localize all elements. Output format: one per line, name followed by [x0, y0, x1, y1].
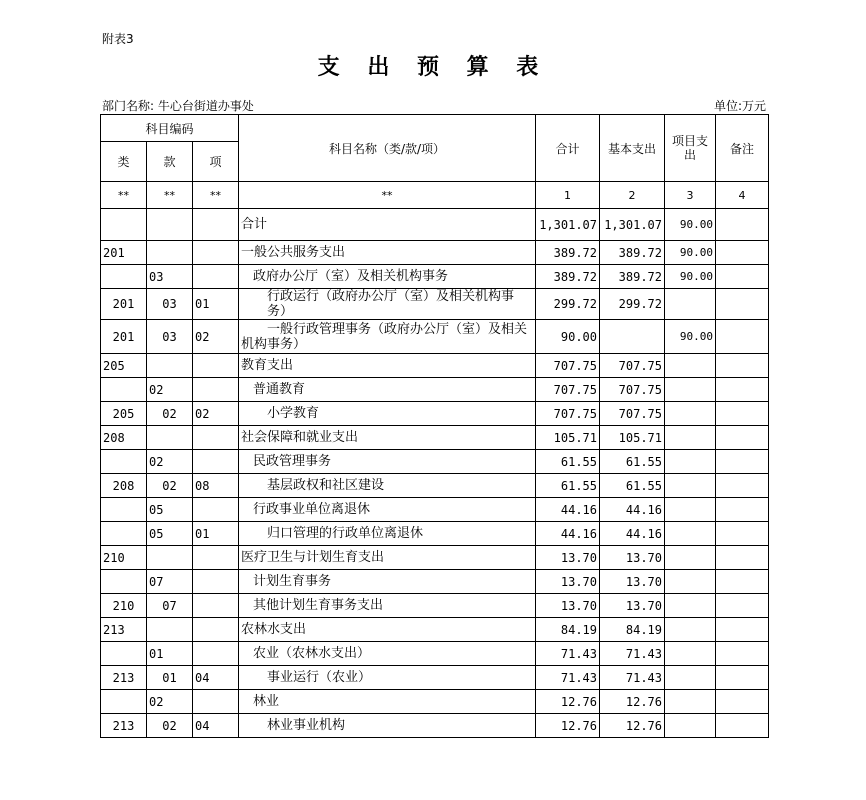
amount-project: [665, 570, 716, 594]
table-row: [101, 594, 769, 618]
remark-cell: [716, 354, 769, 378]
summary-project: 90.00: [665, 209, 716, 241]
page-title: 支 出 预 算 表: [317, 54, 549, 80]
table-row: [101, 546, 769, 570]
index-project: 3: [665, 182, 716, 209]
department-label: 部门名称: 牛心台街道办事处: [102, 99, 254, 113]
table-row: [101, 522, 769, 546]
header-xiang: 项: [193, 142, 239, 182]
code-kuan: 02: [147, 402, 193, 426]
code-lei: 213: [101, 666, 147, 690]
subject-name: 归口管理的行政单位离退休: [239, 522, 536, 546]
code-kuan: [147, 546, 193, 570]
remark-cell: [716, 320, 769, 354]
unit-label: 单位:万元: [713, 99, 766, 113]
code-kuan: 03: [147, 289, 193, 320]
code-kuan: [147, 354, 193, 378]
amount-total: 707.75: [536, 402, 600, 426]
code-xiang: [193, 498, 239, 522]
amount-total: 61.55: [536, 474, 600, 498]
remark-cell: [716, 546, 769, 570]
amount-total: 13.70: [536, 570, 600, 594]
amount-project: [665, 354, 716, 378]
index-total: 1: [536, 182, 600, 209]
code-lei: 201: [101, 241, 147, 265]
code-lei: [101, 450, 147, 474]
subject-name: 一般公共服务支出: [239, 241, 536, 265]
amount-project: [665, 522, 716, 546]
table-row: [101, 354, 769, 378]
remark-cell: [716, 666, 769, 690]
summary-total: 1,301.07: [536, 209, 600, 241]
code-xiang: [193, 354, 239, 378]
code-lei: 208: [101, 474, 147, 498]
amount-total: 299.72: [536, 289, 600, 320]
subject-name: 林业事业机构: [239, 714, 536, 738]
table-row: [101, 714, 769, 738]
header-name: 科目名称（类/款/项）: [239, 115, 536, 182]
table-row: [101, 241, 769, 265]
subject-name: 民政管理事务: [239, 450, 536, 474]
subject-name: 社会保障和就业支出: [239, 426, 536, 450]
amount-basic: 71.43: [600, 642, 665, 666]
code-lei: 205: [101, 354, 147, 378]
code-lei: 201: [101, 320, 147, 354]
remark-cell: [716, 265, 769, 289]
code-lei: 213: [101, 618, 147, 642]
budget-table: [100, 114, 769, 738]
amount-total: 707.75: [536, 378, 600, 402]
amount-basic: 84.19: [600, 618, 665, 642]
table-row: [101, 618, 769, 642]
table-row: [101, 570, 769, 594]
subject-name: 政府办公厅（室）及相关机构事务: [239, 265, 536, 289]
code-kuan: [147, 618, 193, 642]
amount-project: [665, 618, 716, 642]
code-lei: [101, 642, 147, 666]
header-remark: 备注: [716, 115, 769, 182]
amount-project: [665, 450, 716, 474]
amount-basic: 389.72: [600, 265, 665, 289]
code-xiang: 02: [193, 320, 239, 354]
table-row: [101, 474, 769, 498]
code-xiang: [193, 642, 239, 666]
remark-cell: [716, 378, 769, 402]
amount-project: [665, 474, 716, 498]
index-basic: 2: [600, 182, 665, 209]
subject-name: 林业: [239, 690, 536, 714]
subject-name: 计划生育事务: [239, 570, 536, 594]
amount-basic: 13.70: [600, 594, 665, 618]
code-kuan: 07: [147, 594, 193, 618]
remark-cell: [716, 474, 769, 498]
code-lei: [101, 522, 147, 546]
code-lei: 210: [101, 594, 147, 618]
amount-total: 389.72: [536, 241, 600, 265]
code-lei: [101, 265, 147, 289]
amount-basic: 13.70: [600, 570, 665, 594]
remark-cell: [716, 289, 769, 320]
amount-basic: [600, 320, 665, 354]
code-kuan: 01: [147, 642, 193, 666]
amount-project: [665, 642, 716, 666]
subject-name: 一般行政管理事务（政府办公厅（室）及相关机构事务）: [239, 320, 536, 354]
amount-project: [665, 402, 716, 426]
code-kuan: 03: [147, 320, 193, 354]
subject-name: 医疗卫生与计划生育支出: [239, 546, 536, 570]
table-row: [101, 265, 769, 289]
amount-basic: 44.16: [600, 498, 665, 522]
table-row: [101, 450, 769, 474]
remark-cell: [716, 594, 769, 618]
subject-name: 普通教育: [239, 378, 536, 402]
header-project: 项目支出: [665, 115, 716, 182]
remark-cell: [716, 522, 769, 546]
amount-project: [665, 594, 716, 618]
amount-project: [665, 289, 716, 320]
code-xiang: [193, 594, 239, 618]
amount-total: 105.71: [536, 426, 600, 450]
table-row: [101, 289, 769, 320]
code-xiang: 04: [193, 666, 239, 690]
code-kuan: 02: [147, 378, 193, 402]
amount-total: 61.55: [536, 450, 600, 474]
code-xiang: 01: [193, 289, 239, 320]
code-lei: [101, 498, 147, 522]
remark-cell: [716, 402, 769, 426]
amount-basic: 12.76: [600, 690, 665, 714]
amount-project: [665, 546, 716, 570]
amount-project: [665, 666, 716, 690]
code-xiang: [193, 618, 239, 642]
amount-project: 90.00: [665, 320, 716, 354]
remark-cell: [716, 618, 769, 642]
amount-project: [665, 690, 716, 714]
remark-cell: [716, 241, 769, 265]
amount-project: 90.00: [665, 241, 716, 265]
code-xiang: [193, 546, 239, 570]
subject-name: 事业运行（农业）: [239, 666, 536, 690]
table-row: [101, 426, 769, 450]
amount-total: 71.43: [536, 666, 600, 690]
index-remark: 4: [716, 182, 769, 209]
subject-name: 行政事业单位离退休: [239, 498, 536, 522]
summary-label: 合计: [239, 209, 536, 241]
amount-total: 389.72: [536, 265, 600, 289]
code-kuan: 02: [147, 714, 193, 738]
code-xiang: [193, 426, 239, 450]
amount-total: 707.75: [536, 354, 600, 378]
amount-project: [665, 714, 716, 738]
code-lei: 205: [101, 402, 147, 426]
remark-cell: [716, 690, 769, 714]
code-kuan: 05: [147, 522, 193, 546]
code-lei: 210: [101, 546, 147, 570]
code-lei: [101, 690, 147, 714]
code-kuan: [147, 241, 193, 265]
subject-name: 基层政权和社区建设: [239, 474, 536, 498]
code-xiang: 01: [193, 522, 239, 546]
amount-total: 44.16: [536, 498, 600, 522]
code-xiang: [193, 690, 239, 714]
code-xiang: 04: [193, 714, 239, 738]
amount-basic: 44.16: [600, 522, 665, 546]
amount-total: 44.16: [536, 522, 600, 546]
subject-name: 农业（农林水支出）: [239, 642, 536, 666]
amount-basic: 13.70: [600, 546, 665, 570]
remark-cell: [716, 498, 769, 522]
index-xiang: **: [193, 182, 239, 209]
amount-basic: 105.71: [600, 426, 665, 450]
amount-project: [665, 498, 716, 522]
amount-basic: 61.55: [600, 450, 665, 474]
amount-total: 12.76: [536, 714, 600, 738]
amount-project: 90.00: [665, 265, 716, 289]
amount-basic: 707.75: [600, 354, 665, 378]
header-total: 合计: [536, 115, 600, 182]
index-lei: **: [101, 182, 147, 209]
subject-name: 小学教育: [239, 402, 536, 426]
code-xiang: 08: [193, 474, 239, 498]
table-row: [101, 666, 769, 690]
remark-cell: [716, 714, 769, 738]
table-row: [101, 402, 769, 426]
amount-total: 12.76: [536, 690, 600, 714]
code-xiang: [193, 265, 239, 289]
header-lei: 类: [101, 142, 147, 182]
remark-cell: [716, 426, 769, 450]
table-row: [101, 320, 769, 354]
attachment-label: 附表3: [102, 32, 134, 46]
amount-total: 71.43: [536, 642, 600, 666]
code-lei: 201: [101, 289, 147, 320]
summary-basic: 1,301.07: [600, 209, 665, 241]
remark-cell: [716, 450, 769, 474]
amount-basic: 71.43: [600, 666, 665, 690]
header-basic: 基本支出: [600, 115, 665, 182]
amount-total: 13.70: [536, 546, 600, 570]
amount-total: 13.70: [536, 594, 600, 618]
header-kuan: 款: [147, 142, 193, 182]
code-lei: 208: [101, 426, 147, 450]
code-lei: [101, 378, 147, 402]
code-lei: 213: [101, 714, 147, 738]
code-xiang: [193, 450, 239, 474]
code-kuan: 07: [147, 570, 193, 594]
code-xiang: [193, 378, 239, 402]
remark-cell: [716, 642, 769, 666]
code-kuan: 02: [147, 690, 193, 714]
subject-name: 农林水支出: [239, 618, 536, 642]
header-code-group: 科目编码: [101, 115, 239, 142]
table-row: [101, 690, 769, 714]
subject-name: 其他计划生育事务支出: [239, 594, 536, 618]
code-lei: [101, 570, 147, 594]
code-kuan: 02: [147, 474, 193, 498]
amount-project: [665, 378, 716, 402]
code-kuan: 01: [147, 666, 193, 690]
code-kuan: [147, 426, 193, 450]
subject-name: 行政运行（政府办公厅（室）及相关机构事务）: [239, 289, 536, 320]
table-row: [101, 642, 769, 666]
code-xiang: [193, 570, 239, 594]
table-row: [101, 378, 769, 402]
amount-total: 90.00: [536, 320, 600, 354]
amount-basic: 12.76: [600, 714, 665, 738]
amount-basic: 707.75: [600, 378, 665, 402]
code-kuan: 03: [147, 265, 193, 289]
subject-name: 教育支出: [239, 354, 536, 378]
index-kuan: **: [147, 182, 193, 209]
code-xiang: [193, 241, 239, 265]
index-name: **: [239, 182, 536, 209]
amount-basic: 299.72: [600, 289, 665, 320]
amount-basic: 61.55: [600, 474, 665, 498]
table-row: [101, 498, 769, 522]
code-kuan: 02: [147, 450, 193, 474]
code-kuan: 05: [147, 498, 193, 522]
code-xiang: 02: [193, 402, 239, 426]
amount-total: 84.19: [536, 618, 600, 642]
amount-basic: 389.72: [600, 241, 665, 265]
remark-cell: [716, 570, 769, 594]
amount-basic: 707.75: [600, 402, 665, 426]
summary-row: [101, 209, 769, 241]
amount-project: [665, 426, 716, 450]
